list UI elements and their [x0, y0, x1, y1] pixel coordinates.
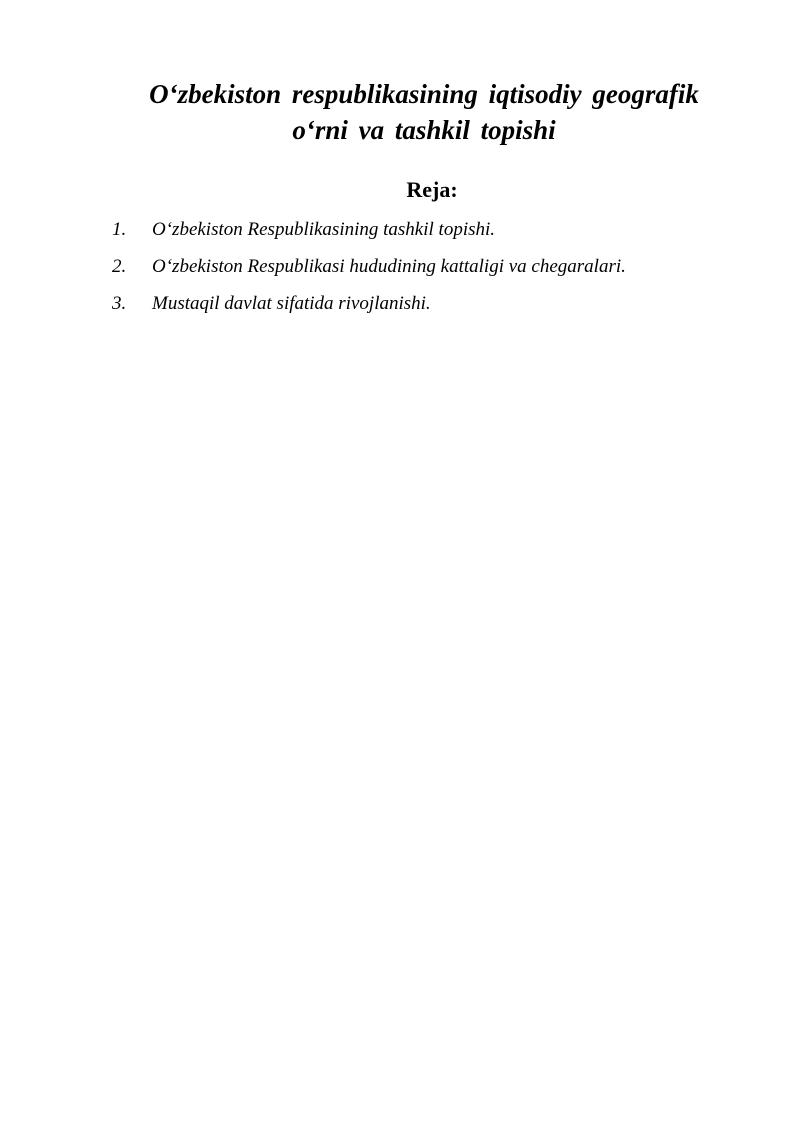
plan-heading: Reja:	[406, 177, 458, 202]
plan-item-number: 1.	[112, 219, 127, 240]
plan-item-number: 2.	[112, 256, 127, 277]
plan-item-text: O‘zbekiston Respublikasining tashkil topishi.	[152, 219, 496, 240]
plan-item-3	[112, 290, 752, 327]
plan-item-text: Mustaqil davlat sifatida rivojlanishi.	[152, 293, 431, 314]
title-line-2: o‘rni va tashkil topishi	[292, 115, 556, 145]
plan-item-2	[112, 253, 752, 290]
plan-item-text: O‘zbekiston Respublikasi hududining kattaligi va chegaralari.	[152, 256, 626, 277]
plan-list	[112, 216, 752, 327]
document-title	[112, 76, 736, 148]
plan-item-number: 3.	[112, 293, 127, 314]
plan-item-1	[112, 216, 752, 253]
title-line-1: O‘zbekiston respublikasining iqtisodiy geografik	[149, 79, 699, 109]
